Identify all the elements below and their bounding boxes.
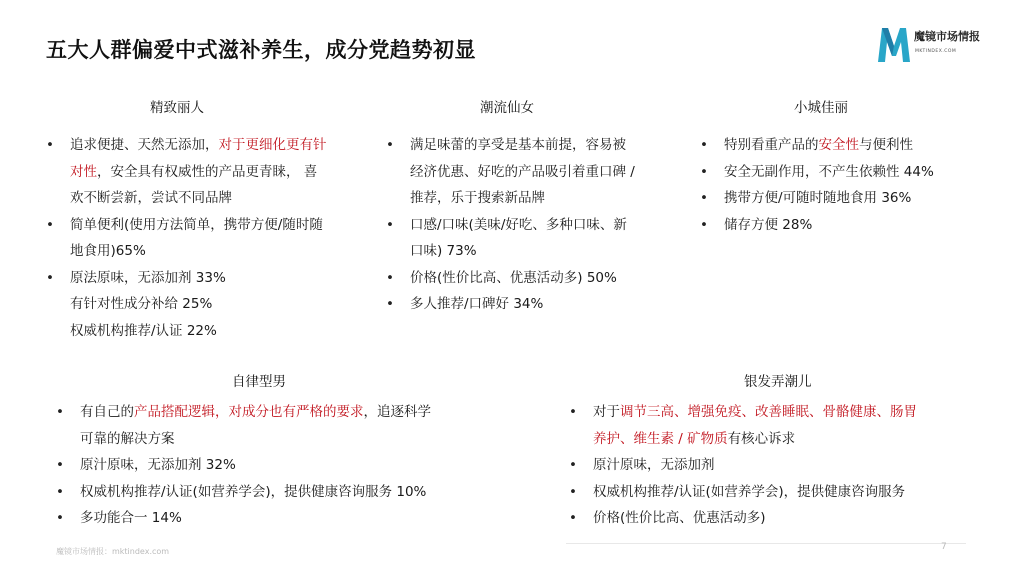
- list-item: • 简单便利(使用方法简单，携带方便/随时随: [46, 212, 366, 239]
- list-item-continuation: 权威机构推荐/认证 22%: [70, 322, 217, 339]
- group-title-yinfa: 银发弄潮儿: [744, 374, 812, 390]
- footer-divider: [566, 543, 966, 544]
- list-item: • 储存方便 28%: [700, 212, 1000, 239]
- list-item-continuation: 有针对性成分补给 25%: [70, 296, 213, 312]
- list-item: • 权威机构推荐/认证(如营养学会)，提供健康咨询服务: [569, 479, 989, 506]
- list-item-continuation: 可靠的解决方案: [80, 430, 175, 447]
- list-item: • 多人推荐/口碑好 34%: [386, 291, 686, 318]
- list-item: • 原汁原味，无添加剂: [569, 452, 989, 479]
- logo-subtext: MKTINDEX.COM: [915, 49, 957, 54]
- list-item-continuation: 推荐，乐于搜索新品牌: [410, 190, 545, 206]
- group-list-zilv: [56, 399, 536, 532]
- page-number: 7: [941, 542, 947, 552]
- list-item: • 口感/口味(美味/好吃、多种口味、新: [386, 212, 686, 239]
- list-item: • 满足味蕾的享受是基本前提，容易被: [386, 132, 686, 159]
- group-list-xiaocheng: [700, 132, 1000, 238]
- list-item: • 价格(性价比高、优惠活动多): [569, 505, 989, 532]
- logo-m-icon: [876, 24, 912, 64]
- list-item: • 对于调节三高、增强免疫、改善睡眠、骨骼健康、肠胃: [569, 399, 989, 426]
- list-item-continuation: 养护、维生素 / 矿物质有核心诉求: [593, 430, 796, 447]
- footer-source: 魔镜市场情报：mktindex.com: [56, 547, 170, 556]
- group-title-xiaocheng: 小城佳丽: [794, 100, 848, 116]
- list-item: • 原法原味，无添加剂 33%: [46, 265, 366, 292]
- group-title-zilv: 自律型男: [232, 374, 286, 390]
- list-item: • 原汁原味，无添加剂 32%: [56, 452, 536, 479]
- list-item: • 多功能合一 14%: [56, 505, 536, 532]
- page-title: 五大人群偏爱中式滋补养生，成分党趋势初显: [46, 38, 476, 62]
- list-item: • 安全无副作用，不产生依赖性 44%: [700, 159, 1000, 186]
- list-item-continuation: 经济优惠、好吃的产品吸引着重口碑 /: [410, 163, 635, 180]
- list-item: • 携带方便/可随时随地食用 36%: [700, 185, 1000, 212]
- list-item-continuation: 对性，安全具有权威性的产品更青睐， 喜: [70, 163, 318, 180]
- logo-name: 魔镜市场情报: [914, 30, 980, 43]
- list-item-continuation: 口味) 73%: [410, 243, 477, 259]
- group-title-chaoliu: 潮流仙女: [480, 100, 534, 116]
- group-list-jingzhi: [46, 132, 366, 344]
- list-item: • 权威机构推荐/认证(如营养学会)，提供健康咨询服务 10%: [56, 479, 536, 506]
- group-list-yinfa: [569, 399, 989, 532]
- group-title-jingzhi: 精致丽人: [150, 100, 204, 116]
- list-item-continuation: 地食用)65%: [70, 243, 146, 259]
- brand-logo: [876, 22, 986, 66]
- list-item: • 追求便捷、天然无添加，对于更细化更有针: [46, 132, 366, 159]
- list-item: • 特别看重产品的安全性与便利性: [700, 132, 1000, 159]
- list-item: • 有自己的产品搭配逻辑，对成分也有严格的要求，追逐科学: [56, 399, 536, 426]
- list-item-continuation: 欢不断尝新，尝试不同品牌: [70, 190, 232, 206]
- list-item: • 价格(性价比高、优惠活动多) 50%: [386, 265, 686, 292]
- group-list-chaoliu: [386, 132, 686, 318]
